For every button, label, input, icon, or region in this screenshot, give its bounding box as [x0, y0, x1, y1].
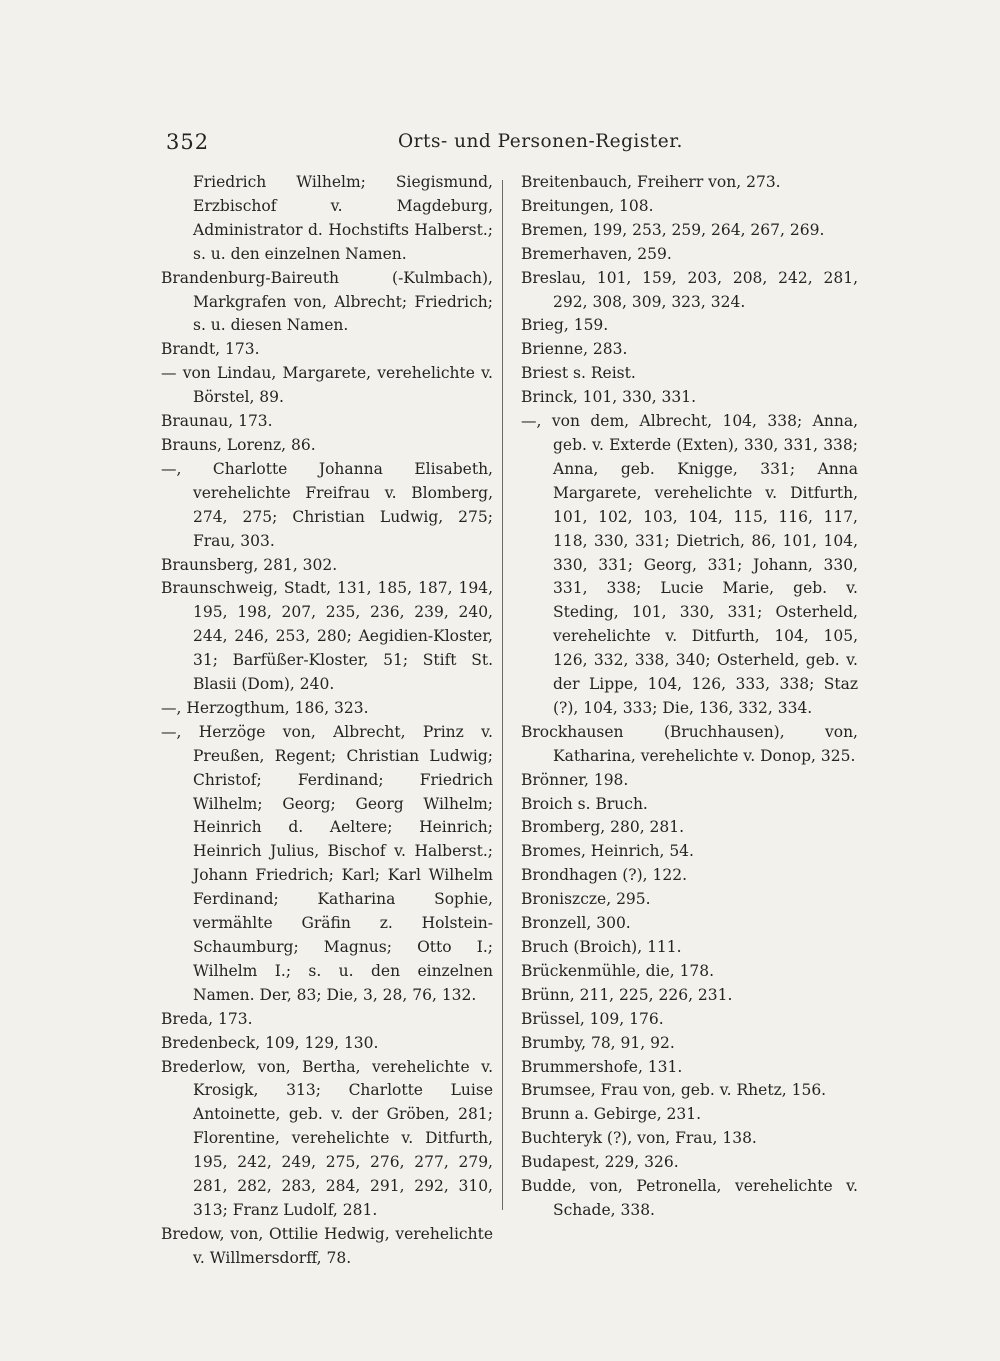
index-entry: Brockhausen (Bruchhausen), von, Katharina, verehelichte v. Donop, 325. — [521, 722, 858, 765]
index-entry: Braunau, 173. — [161, 412, 273, 431]
index-entry: Friedrich Wilhelm; Siegismund, Erzbischof v. Magdeburg, Administrator d. Hochstifts Halberst.; s. u. den einzelnen Namen. — [193, 173, 493, 263]
index-entry: Buchteryk (?), von, Frau, 138. — [521, 1129, 757, 1148]
index-entry: Broniszcze, 295. — [521, 890, 651, 909]
index-entry: Brunn a. Gebirge, 231. — [521, 1105, 702, 1124]
column-divider — [502, 180, 503, 1210]
index-entry: Bronzell, 300. — [521, 914, 631, 933]
index-entry: —, Herzöge von, Albrecht, Prinz v. Preußen, Regent; Christian Ludwig; Christof; Ferdinand; Friedrich Wilhelm; Georg; Georg Wilhelm; Heinrich d. Aeltere; Heinrich; Heinrich Julius, Bischof v. Halberst.; Johann Friedrich; Karl; Karl Wilhelm Ferdinand; Katharina Sophie, vermählte Gräfin z. Holstein-Schaumburg; Magnus; Otto I.; Wilhelm I.; s. u. den einzelnen Namen. Der, 83; Die, 3, 28, 76, 132. — [161, 722, 493, 1004]
index-entry: Bromberg, 280, 281. — [521, 818, 685, 837]
index-entry: Braunsberg, 281, 302. — [161, 555, 338, 574]
index-entry: Brückenmühle, die, 178. — [521, 961, 715, 980]
index-entry: Breitenbauch, Freiherr von, 273. — [521, 173, 781, 191]
index-entry: Brinck, 101, 330, 331. — [521, 388, 697, 407]
index-entry: —, Herzogthum, 186, 323. — [161, 698, 369, 717]
index-entry: Brönner, 198. — [521, 770, 629, 789]
index-entry: Bremerhaven, 259. — [521, 244, 672, 263]
index-entry: Broich s. Bruch. — [521, 794, 648, 813]
index-entry: Bremen, 199, 253, 259, 264, 267, 269. — [521, 220, 825, 239]
page-number: 352 — [166, 130, 210, 154]
index-entry: Breda, 173. — [161, 1009, 253, 1028]
index-entry: Breslau, 101, 159, 203, 208, 242, 281, 292, 308, 309, 323, 324. — [521, 268, 858, 311]
right-column — [521, 171, 858, 1223]
index-entry: Bredow, von, Ottilie Hedwig, verehelichte v. Willmersdorff, 78. — [161, 1224, 493, 1267]
index-entry: —, von dem, Albrecht, 104, 338; Anna, geb. v. Exterde (Exten), 330, 331, 338; Anna, geb. Knigge, 331; Anna Margarete, verehelichte v. Ditfurth, 101, 102, 103, 104, 115, 116, 117, 118, 330, 331; Dietrich, 86, 101, 104, 330, 331; Georg, 331; Johann, 330, 331, 338; Lucie Marie, geb. v. Steding, 101, 330, 331; Osterheld, verehelichte v. Ditfurth, 104, 105, 126, 332, 338, 340; Osterheld, geb. v. der Lippe, 104, 126, 333, 338; Staz (?), 104, 333; Die, 136, 332, 334. — [521, 412, 858, 717]
running-title: Orts- und Personen-Register. — [398, 131, 683, 152]
index-entry: Breitungen, 108. — [521, 196, 654, 215]
index-entry: —, Charlotte Johanna Elisabeth, verehelichte Freifrau v. Blomberg, 274, 275; Christian Ludwig, 275; Frau, 303. — [161, 459, 493, 550]
index-entry: Brauns, Lorenz, 86. — [161, 435, 316, 454]
index-entry: Brederlow, von, Bertha, verehelichte v. Krosigk, 313; Charlotte Luise Antoinette, geb. v. der Gröben, 281; Florentine, verehelichte v. Ditfurth, 195, 242, 249, 275, 276, 277, 279, 281, 282, 283, 284, 291, 292, 310, 313; Franz Ludolf, 281. — [161, 1057, 493, 1219]
index-entry: Brienne, 283. — [521, 340, 628, 359]
index-entry: Budapest, 229, 326. — [521, 1153, 679, 1172]
index-entry: Brondhagen (?), 122. — [521, 866, 688, 885]
left-column — [161, 171, 493, 1271]
index-entry: Bromes, Heinrich, 54. — [521, 842, 694, 861]
index-entry: Brumby, 78, 91, 92. — [521, 1033, 675, 1052]
index-entry: Braunschweig, Stadt, 131, 185, 187, 194, 195, 198, 207, 235, 236, 239, 240, 244, 246, 253, 280; Aegidien-Kloster, 31; Barfüßer-Kloster, 51; Stift St. Blasii (Dom), 240. — [161, 579, 493, 694]
index-entry: Brumsee, Frau von, geb. v. Rhetz, 156. — [521, 1081, 827, 1100]
index-entry: Brieg, 159. — [521, 316, 609, 335]
index-entry: Bruch (Broich), 111. — [521, 938, 682, 956]
index-entry: Briest s. Reist. — [521, 364, 636, 383]
index-entry: — von Lindau, Margarete, verehelichte v. Börstel, 89. — [161, 364, 493, 407]
index-entry: Brüssel, 109, 176. — [521, 1009, 664, 1028]
index-entry: Bredenbeck, 109, 129, 130. — [161, 1033, 379, 1052]
index-entry: Brandenburg-Baireuth (-Kulmbach), Markgrafen von, Albrecht; Friedrich; s. u. diesen Namen. — [161, 268, 493, 335]
index-entry: Brandt, 173. — [161, 340, 260, 359]
index-entry: Brünn, 211, 225, 226, 231. — [521, 985, 733, 1004]
index-entry: Brummershofe, 131. — [521, 1057, 683, 1076]
index-entry: Budde, von, Petronella, verehelichte v. Schade, 338. — [521, 1177, 858, 1219]
